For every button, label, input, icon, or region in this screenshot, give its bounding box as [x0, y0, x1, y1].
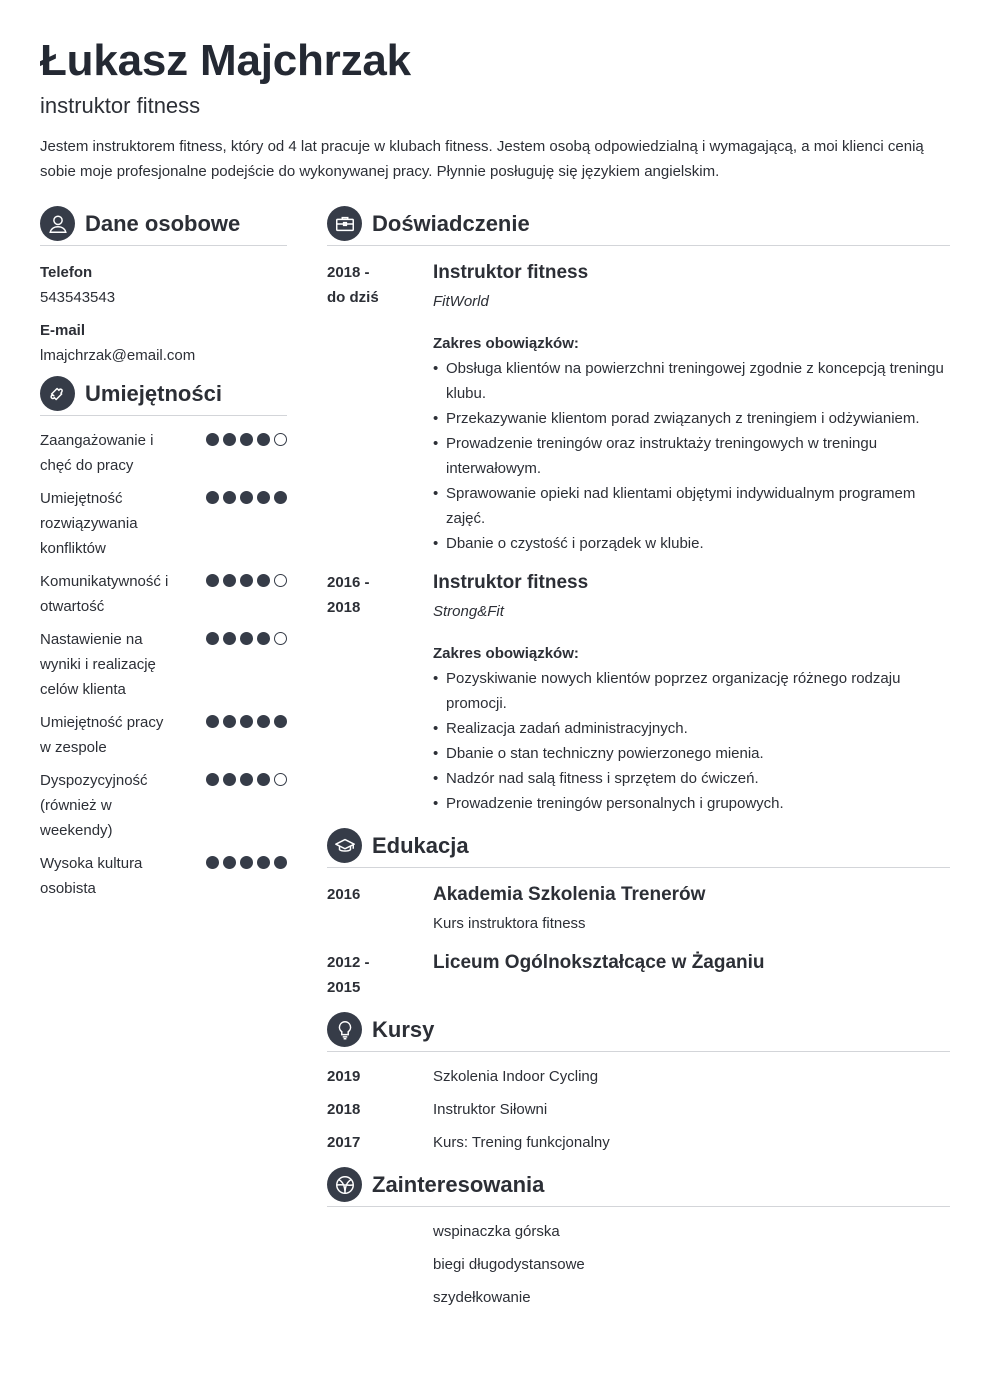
interest-item: wspinaczka górska — [433, 1223, 560, 1240]
graduation-cap-icon — [327, 828, 362, 863]
phone-value: 543543543 — [40, 289, 116, 306]
rating-dot-filled — [240, 433, 253, 446]
job-body — [433, 260, 950, 556]
rating-dot-filled — [223, 433, 236, 446]
course-year: 2018 — [327, 1101, 361, 1118]
basketball-icon — [327, 1167, 362, 1202]
education-entry — [327, 882, 950, 936]
jobs-list — [327, 260, 950, 816]
course-name: Szkolenia Indoor Cycling — [433, 1068, 599, 1085]
date-from: 2018 - — [327, 264, 370, 281]
section-title: Doświadczenie — [372, 210, 530, 236]
rating-dot-filled — [274, 491, 287, 504]
rating-dot-filled — [257, 574, 270, 587]
rating-dot-filled — [206, 433, 219, 446]
education-list — [327, 882, 950, 1000]
skill-rating — [206, 715, 287, 729]
rating-dot-filled — [274, 856, 287, 869]
education-entry — [327, 950, 950, 1000]
rating-dot-empty — [274, 632, 287, 645]
skill-name: Wysoka kultura osobista — [40, 855, 143, 897]
rating-dot-filled — [240, 773, 253, 786]
duty-item: • Pozyskiwanie nowych klientów poprzez organizację różnego rodzaju promocji. — [433, 666, 950, 716]
section-header-courses — [327, 1012, 950, 1052]
rating-dot-filled — [223, 773, 236, 786]
rating-dot-filled — [206, 632, 219, 645]
section-header-skills — [40, 376, 287, 416]
skill-rating — [206, 632, 287, 646]
rating-dot-filled — [257, 433, 270, 446]
duty-item: • Dbanie o czystość i porządek w klubie. — [433, 531, 950, 556]
rating-dot-filled — [240, 715, 253, 728]
course-name: Kurs: Trening funkcjonalny — [433, 1134, 610, 1151]
skills-list — [40, 416, 287, 901]
school-name: Liceum Ogólnokształcące w Żaganiu — [433, 952, 765, 973]
duties-list — [433, 356, 950, 556]
skill-name: Umiejętność pracy w zespole — [40, 714, 164, 756]
skill-name: Zaangażowanie i chęć do pracy — [40, 432, 154, 474]
skill-rating — [206, 491, 287, 505]
left-column — [40, 206, 287, 909]
education-dates — [327, 882, 433, 936]
responsibilities-label: Zakres obowiązków: — [433, 335, 579, 352]
interest-item: biegi długodystansowe — [433, 1256, 585, 1273]
skill-row — [40, 768, 287, 843]
rating-dot-filled — [240, 632, 253, 645]
course-year: 2019 — [327, 1068, 361, 1085]
responsibilities-label: Zakres obowiązków: — [433, 645, 579, 662]
rating-dot-filled — [206, 773, 219, 786]
skill-name: Dyspozycyjność (również w weekendy) — [40, 772, 148, 839]
rating-dot-filled — [257, 715, 270, 728]
skill-row — [40, 710, 287, 760]
skill-row — [40, 851, 287, 901]
job-entry — [327, 570, 950, 816]
skill-row — [40, 428, 287, 478]
skill-name: Umiejętność rozwiązywania konfliktów — [40, 490, 138, 557]
rating-dot-filled — [206, 574, 219, 587]
person-icon — [40, 206, 75, 241]
rating-dot-empty — [274, 773, 287, 786]
job-company: Strong&Fit — [433, 603, 504, 620]
rating-dot-filled — [240, 856, 253, 869]
duty-item: • Sprawowanie opieki nad klientami objętymi indywidualnym programem zajęć. — [433, 481, 950, 531]
rating-dot-empty — [274, 574, 287, 587]
job-title: instruktor fitness — [40, 93, 201, 118]
section-header-interests — [327, 1167, 950, 1207]
rating-dot-empty — [274, 433, 287, 446]
course-row — [327, 1097, 950, 1122]
section-header-experience — [327, 206, 950, 246]
education-body — [433, 950, 950, 1000]
rating-dot-filled — [223, 715, 236, 728]
skill-rating — [206, 773, 287, 787]
course-year: 2017 — [327, 1134, 361, 1151]
rating-dot-filled — [223, 574, 236, 587]
right-column — [327, 206, 950, 1310]
skill-name: Nastawienie na wyniki i realizację celów klienta — [40, 631, 156, 698]
education-detail: Kurs instruktora fitness — [433, 915, 586, 932]
date-to: do dziś — [327, 289, 379, 306]
skill-rating — [206, 433, 287, 447]
job-position: Instruktor fitness — [433, 262, 589, 283]
duty-item: • Obsługa klientów na powierzchni treningowej zgodnie z koncepcją treningu klubu. — [433, 356, 950, 406]
date-from: 2012 - — [327, 954, 370, 971]
rating-dot-filled — [223, 856, 236, 869]
interests-list — [327, 1207, 950, 1310]
rating-dot-filled — [240, 491, 253, 504]
profile-summary: Jestem instruktorem fitness, który od 4 lat pracuje w klubach fitness. Jestem osobą odpowiedzialną i wymagającą, a moi klienci cenią sobie moje profesjonalne podejście do wykonywanej pracy. Płynnie posługuję się językiem angielskim. — [40, 138, 924, 180]
section-title: Dane osobowe — [85, 210, 241, 236]
rating-dot-filled — [257, 773, 270, 786]
duty-item: • Prowadzenie treningów personalnych i grupowych. — [433, 791, 950, 816]
section-header-personal — [40, 206, 287, 246]
duty-item: • Nadzór nad salą fitness i sprzętem do ćwiczeń. — [433, 766, 950, 791]
education-dates — [327, 950, 433, 1000]
section-title: Zainteresowania — [372, 1171, 545, 1197]
date-to: 2015 — [327, 979, 361, 996]
candidate-name: Łukasz Majchrzak — [40, 36, 411, 85]
rating-dot-filled — [223, 632, 236, 645]
duty-item: • Dbanie o stan techniczny powierzonego mienia. — [433, 741, 950, 766]
rating-dot-filled — [206, 491, 219, 504]
duty-item: • Realizacja zadań administracyjnych. — [433, 716, 950, 741]
skill-row — [40, 569, 287, 619]
lightbulb-icon — [327, 1012, 362, 1047]
skill-row — [40, 486, 287, 561]
date-to: 2018 — [327, 599, 361, 616]
rating-dot-filled — [274, 715, 287, 728]
course-name: Instruktor Siłowni — [433, 1101, 548, 1118]
date-from: 2016 - — [327, 574, 370, 591]
course-row — [327, 1064, 950, 1089]
rating-dot-filled — [240, 574, 253, 587]
job-entry — [327, 260, 950, 556]
section-title: Kursy — [372, 1016, 435, 1042]
rating-dot-filled — [257, 491, 270, 504]
rating-dot-filled — [223, 491, 236, 504]
skill-name: Komunikatywność i otwartość — [40, 573, 169, 615]
duty-item: • Prowadzenie treningów oraz instruktaży treningowych w treningu interwałowym. — [433, 431, 950, 481]
date-from: 2016 — [327, 886, 361, 903]
rating-dot-filled — [206, 715, 219, 728]
job-company: FitWorld — [433, 293, 489, 310]
interest-item: szydełkowanie — [433, 1289, 531, 1306]
rating-dot-filled — [257, 632, 270, 645]
skill-rating — [206, 856, 287, 870]
section-header-education — [327, 828, 950, 868]
email-value: lmajchrzak@email.com — [40, 347, 196, 364]
duties-list — [433, 666, 950, 816]
skill-rating — [206, 574, 287, 588]
resume-header — [40, 36, 950, 184]
job-dates — [327, 260, 433, 556]
skill-row — [40, 627, 287, 702]
school-name: Akademia Szkolenia Trenerów — [433, 884, 706, 905]
education-body — [433, 882, 950, 936]
email-label: E-mail — [40, 322, 86, 339]
phone-label: Telefon — [40, 264, 93, 281]
job-dates — [327, 570, 433, 816]
job-body — [433, 570, 950, 816]
duty-item: • Przekazywanie klientom porad związanych z treningiem i odżywianiem. — [433, 406, 950, 431]
rating-dot-filled — [206, 856, 219, 869]
rating-dot-filled — [257, 856, 270, 869]
section-title: Edukacja — [372, 832, 469, 858]
puzzle-icon — [40, 376, 75, 411]
briefcase-icon — [327, 206, 362, 241]
section-title: Umiejętności — [85, 380, 222, 406]
courses-list — [327, 1052, 950, 1155]
course-row — [327, 1130, 950, 1155]
job-position: Instruktor fitness — [433, 572, 589, 593]
contact-info — [40, 246, 287, 368]
